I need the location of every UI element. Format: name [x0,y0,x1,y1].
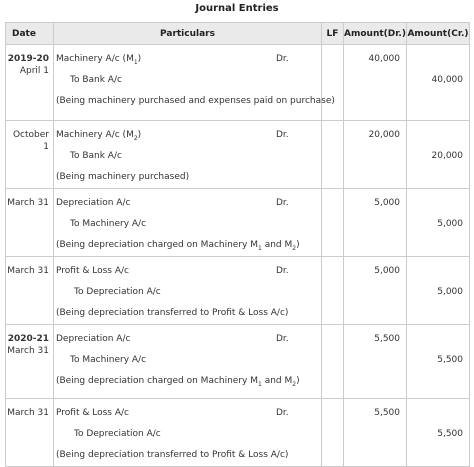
entry-day: March 31 [7,198,49,208]
lf-cell [322,399,344,467]
debit-account-suffix: ) [137,130,142,140]
debit-line [56,49,321,70]
particulars-cell [54,399,322,467]
lf-cell [322,189,344,257]
amount-dr: 5,500 [374,334,400,344]
amount-dr: 5,000 [374,198,400,208]
table-row [6,257,470,325]
debit-line [56,329,321,350]
header-particulars: Particulars [54,23,322,45]
amount-cr-cell [407,121,470,189]
dr-label: Dr. [276,266,289,276]
date-cell [6,325,54,399]
narration: (Being machinery purchased and expenses paid on purchase) [56,96,335,106]
header-date: Date [6,23,54,45]
credit-account: To Bank A/c [70,151,122,161]
date-cell [6,189,54,257]
debit-line [56,193,321,214]
date-cell [6,121,54,189]
entry-day: March 31 [7,346,49,356]
table-row [6,45,470,121]
narration-sub2: 2 [292,244,297,252]
debit-account: Profit & Loss A/c [56,266,129,276]
narration-sub1: 1 [258,244,262,252]
narration: (Being machinery purchased) [56,172,190,182]
lf-cell [322,121,344,189]
narration-mid: and M [261,376,293,386]
narration [56,371,321,392]
debit-line [56,403,321,424]
amount-dr-cell [344,121,407,189]
narration-post: ) [296,240,300,250]
amount-dr: 5,000 [374,266,400,276]
debit-account: Depreciation A/c [56,334,131,344]
table-row [6,121,470,189]
narration: (Being depreciation transferred to Profit & Loss A/c) [56,308,289,318]
amount-cr: 5,000 [437,219,463,229]
entry-year: 2019-20 [7,54,49,64]
header-amount-dr: Amount(Dr.) [344,23,407,45]
credit-account: To Machinery A/c [70,219,147,229]
entry-day: March 31 [7,408,49,418]
amount-dr: 5,500 [374,408,400,418]
header-amount-cr: Amount(Cr.) [407,23,470,45]
narration-sub2: 2 [292,380,297,388]
amount-dr-cell [344,325,407,399]
particulars-cell [54,325,322,399]
debit-account: Machinery A/c (M [56,54,134,64]
debit-line [56,125,321,146]
dr-label: Dr. [276,334,289,344]
lf-cell [322,325,344,399]
entry-year: 2020-21 [7,334,49,344]
credit-account: To Depreciation A/c [74,429,161,439]
particulars-cell [54,121,322,189]
date-cell [6,399,54,467]
table-header-row [6,23,470,45]
amount-dr-cell [344,45,407,121]
dr-label: Dr. [276,130,289,140]
credit-account: To Bank A/c [70,75,122,85]
debit-account: Machinery A/c (M [56,130,134,140]
table-row [6,399,470,467]
debit-account: Profit & Loss A/c [56,408,129,418]
particulars-cell [54,257,322,325]
date-cell [6,257,54,325]
narration-sub1: 1 [258,380,262,388]
journal-table [5,22,470,467]
debit-line [56,261,321,282]
credit-account: To Machinery A/c [70,355,147,365]
debit-account-sub: 2 [133,134,138,142]
date-cell [6,45,54,121]
header-lf: LF [322,23,344,45]
narration-pre: (Being depreciation charged on Machinery M [56,240,258,250]
entry-day: October 1 [12,130,49,152]
lf-cell [322,257,344,325]
amount-cr-cell [407,325,470,399]
amount-cr: 5,000 [437,287,463,297]
amount-cr: 5,500 [437,355,463,365]
amount-cr-cell [407,189,470,257]
narration: (Being depreciation transferred to Profit & Loss A/c) [56,450,289,460]
amount-cr-cell [407,257,470,325]
amount-dr-cell [344,257,407,325]
entry-day: April 1 [19,66,49,76]
amount-cr: 40,000 [431,75,463,85]
table-row [6,325,470,399]
amount-dr: 20,000 [368,130,400,140]
particulars-cell [54,189,322,257]
narration [56,235,321,256]
amount-cr-cell [407,399,470,467]
amount-cr: 20,000 [431,151,463,161]
debit-account: Depreciation A/c [56,198,131,208]
lf-cell [322,45,344,121]
dr-label: Dr. [276,54,289,64]
amount-dr-cell [344,399,407,467]
entry-day: March 31 [7,266,49,276]
credit-account: To Depreciation A/c [74,287,161,297]
narration-post: ) [296,376,300,386]
amount-cr-cell [407,45,470,121]
particulars-cell [54,45,335,121]
dr-label: Dr. [276,408,289,418]
dr-label: Dr. [276,198,289,208]
narration-mid: and M [261,240,293,250]
debit-account-sub: 1 [133,58,138,66]
debit-account-suffix: ) [137,54,142,64]
table-row [6,189,470,257]
amount-cr: 5,500 [437,429,463,439]
narration-pre: (Being depreciation charged on Machinery M [56,376,258,386]
amount-dr-cell [344,189,407,257]
amount-dr: 40,000 [368,54,400,64]
page-title: Journal Entries [195,3,279,14]
